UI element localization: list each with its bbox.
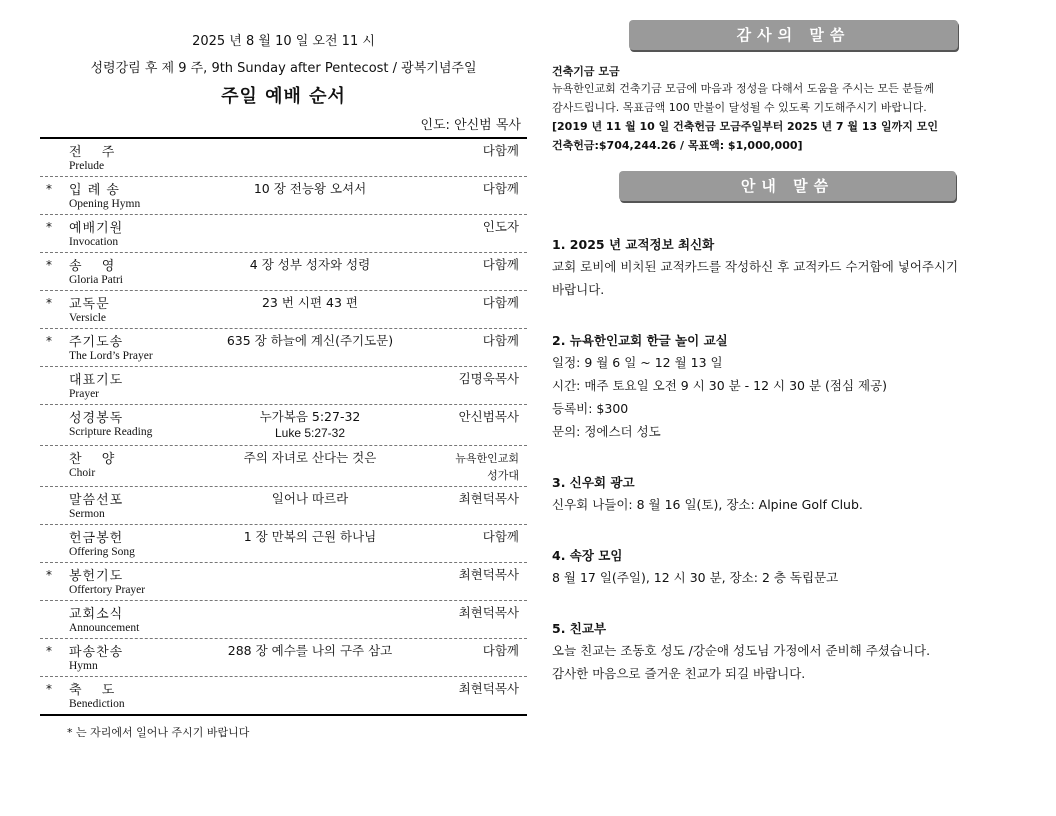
item-detail: 23 번 시편 43 편: [261, 295, 358, 310]
item-detail: 일어나 따르라: [271, 491, 349, 506]
notice-title: 1. 2025 년 교적정보 최신화: [552, 237, 715, 252]
notice-line: 문의: 정에스더 성도: [552, 424, 661, 439]
notices-banner: 안내 말씀: [619, 171, 956, 201]
item-korean: 입 례 송: [69, 183, 120, 198]
standing-footnote: * 는 자리에서 일어나 주시기 바랍니다: [67, 726, 250, 739]
service-date: 2025 년 8 월 10 일 오전 11 시: [192, 34, 375, 49]
notice-line: 8 월 17 일(주일), 12 시 30 분, 장소: 2 층 독립문고: [552, 570, 839, 585]
item-english: The Lord’s Prayer: [69, 350, 153, 362]
page-title: 주일 예배 순서: [221, 86, 346, 107]
item-korean: 헌금봉헌: [69, 531, 124, 546]
item-leader: 최현덕목사: [458, 681, 519, 696]
item-korean: 교회소식: [69, 607, 124, 622]
item-detail: 1 장 만복의 근원 하나님: [243, 529, 377, 544]
notice-item: [552, 619, 1022, 685]
item-detail: 주의 자녀로 산다는 것은: [243, 450, 377, 465]
item-leader: 다함께: [482, 529, 519, 544]
order-table: [40, 137, 527, 716]
item-english: Announcement: [69, 622, 140, 634]
notice-title: 4. 속장 모임: [552, 548, 623, 563]
order-row: [40, 291, 527, 329]
service-leader: 인도: 안신범 목사: [420, 118, 521, 133]
item-english: Prayer: [69, 388, 100, 400]
notice-line: 등록비: $300: [552, 401, 629, 416]
worship-order-column: [40, 28, 527, 740]
item-korean: 주기도송: [69, 335, 124, 350]
item-leader: 다함께: [482, 333, 519, 348]
item-leader: 최현덕목사: [458, 567, 519, 582]
building-fund-title: 건축기금 모금: [552, 65, 620, 78]
building-fund-summary-1: [2019 년 11 월 10 일 건축헌금 모금주일부터 2025 년 7 월 13 일까지 모인: [552, 120, 938, 133]
item-english: Invocation: [69, 236, 119, 248]
building-fund-text-1: 뉴욕한인교회 건축기금 모금에 마음과 정성을 다해서 도움을 주시는 모든 분들께: [552, 82, 935, 95]
standing-mark: *: [46, 220, 52, 234]
notice-item: [552, 546, 1022, 589]
item-english: Choir: [69, 467, 96, 479]
item-korean: 봉헌기도: [69, 569, 124, 584]
notice-title: 3. 신우회 광고: [552, 475, 635, 490]
standing-mark: *: [46, 258, 52, 272]
item-leader: 최현덕목사: [458, 491, 519, 506]
item-english: Versicle: [69, 312, 107, 324]
order-row: [40, 601, 527, 639]
item-english: Gloria Patri: [69, 274, 123, 286]
item-korean: 축 도: [69, 683, 116, 698]
notice-line: 일정: 9 월 6 일 ~ 12 월 13 일: [552, 355, 723, 370]
item-english: Benediction: [69, 698, 125, 710]
standing-mark: *: [46, 182, 52, 196]
item-korean: 찬 양: [69, 452, 116, 467]
item-detail: 4 장 성부 성자와 성령: [249, 257, 371, 272]
item-detail: 10 장 전능왕 오셔서: [253, 181, 367, 196]
item-leader: 최현덕목사: [458, 605, 519, 620]
item-detail: 누가복음 5:27-32: [259, 409, 361, 424]
thanks-banner: 감사의 말씀: [629, 20, 958, 50]
announcements-column: [552, 20, 1022, 685]
item-leader: 김명욱목사: [458, 371, 519, 386]
notice-item: [552, 235, 1022, 301]
notice-line: 감사한 마음으로 즐거운 친교가 되길 바랍니다.: [552, 666, 806, 681]
item-detail: 288 장 예수를 나의 구주 삼고: [227, 643, 393, 658]
item-korean: 성경봉독: [69, 411, 124, 426]
item-leader-line2: 성가대: [487, 469, 519, 482]
item-leader: 다함께: [482, 143, 519, 158]
order-row: [40, 487, 527, 525]
standing-mark: *: [46, 334, 52, 348]
notice-line: 시간: 매주 토요일 오전 9 시 30 분 - 12 시 30 분 (점심 제공): [552, 378, 888, 393]
item-korean: 파송찬송: [69, 645, 124, 660]
item-leader: 다함께: [482, 181, 519, 196]
building-fund-summary-2: 건축헌금:$704,244.26 / 목표액: $1,000,000]: [552, 139, 803, 152]
item-korean: 전 주: [69, 145, 116, 160]
item-english: Scripture Reading: [69, 426, 153, 438]
service-subtitle: 성령강림 후 제 9 주, 9th Sunday after Pentecost / 광복기념주일: [90, 61, 477, 76]
item-english: Opening Hymn: [69, 198, 141, 210]
order-row: [40, 367, 527, 405]
standing-mark: *: [46, 682, 52, 696]
notice-line: 신우회 나들이: 8 월 16 일(토), 장소: Alpine Golf Club.: [552, 497, 863, 512]
standing-mark: *: [46, 296, 52, 310]
standing-mark: *: [46, 568, 52, 582]
order-row: [40, 329, 527, 367]
notice-line: 바랍니다.: [552, 282, 605, 297]
item-leader: 다함께: [482, 643, 519, 658]
notice-title: 5. 친교부: [552, 621, 607, 636]
item-korean: 예배기원: [69, 221, 124, 236]
order-row: [40, 525, 527, 563]
notice-line: 오늘 친교는 조동호 성도 /강순애 성도님 가정에서 준비해 주셨습니다.: [552, 643, 931, 658]
item-english: Hymn: [69, 660, 98, 672]
order-row: [40, 139, 527, 177]
item-korean: 말씀선포: [69, 493, 124, 508]
order-row: [40, 677, 527, 714]
item-english: Prelude: [69, 160, 105, 172]
order-row: [40, 563, 527, 601]
order-row: [40, 215, 527, 253]
item-english: Offertory Prayer: [69, 584, 146, 596]
notice-title: 2. 뉴욕한인교회 한글 놀이 교실: [552, 333, 728, 348]
item-leader: 인도자: [482, 219, 519, 234]
item-detail-english: Luke 5:27-32: [274, 426, 346, 440]
item-korean: 교독문: [69, 297, 110, 312]
item-leader: 다함께: [482, 295, 519, 310]
item-english: Offering Song: [69, 546, 135, 558]
standing-mark: *: [46, 644, 52, 658]
notice-item: [552, 331, 1022, 443]
building-fund-text-2: 감사드립니다. 목표금액 100 만불이 달성될 수 있도록 기도해주시기 바랍니다.: [552, 101, 927, 114]
item-english: Sermon: [69, 508, 105, 520]
item-leader: 다함께: [482, 257, 519, 272]
order-row: [40, 639, 527, 677]
item-detail: 635 장 하늘에 계신(주기도문): [226, 333, 394, 348]
order-row: [40, 177, 527, 215]
order-row: [40, 405, 527, 446]
notice-item: [552, 473, 1022, 516]
order-row: [40, 253, 527, 291]
item-korean: 대표기도: [69, 373, 124, 388]
item-leader: 뉴욕한인교회: [455, 452, 519, 465]
item-leader: 안신범목사: [458, 409, 519, 424]
item-korean: 송 영: [69, 259, 116, 274]
order-row: [40, 446, 527, 487]
notice-line: 교회 로비에 비치된 교적카드를 작성하신 후 교적카드 수거함에 넣어주시기: [552, 259, 959, 274]
